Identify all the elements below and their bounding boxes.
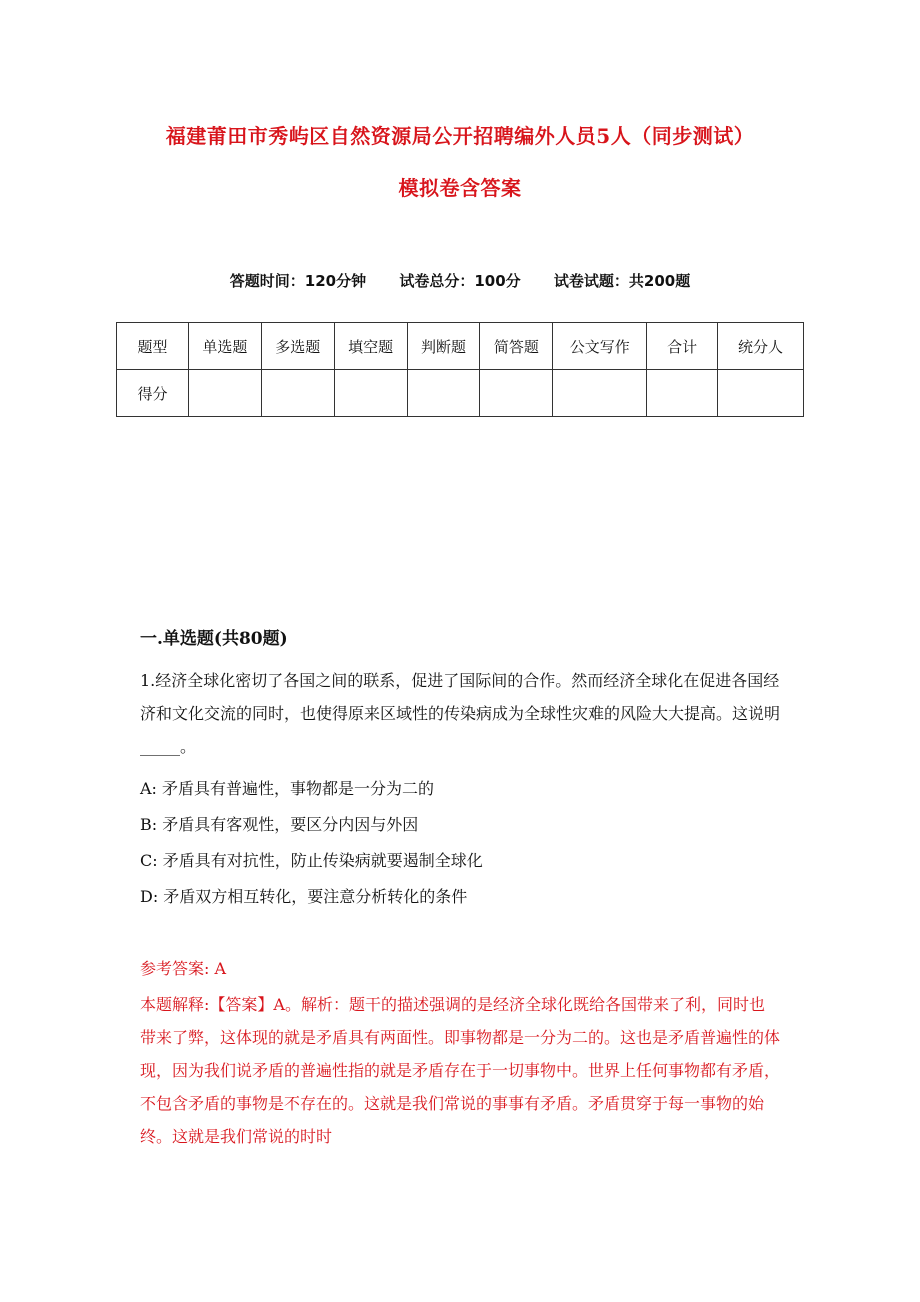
score-table-header: 题型 [117, 323, 189, 370]
score-row-label: 得分 [117, 370, 189, 417]
score-table-header-row [117, 323, 804, 370]
reference-answer: 参考答案: A [140, 959, 227, 978]
score-cell [480, 370, 553, 417]
score-table-header: 填空题 [334, 323, 407, 370]
option-d: D: 矛盾双方相互转化，要注意分析转化的条件 [140, 887, 468, 906]
exam-meta [0, 270, 920, 291]
score-table-header: 单选题 [188, 323, 261, 370]
exam-total-score: 试卷总分：100分 [399, 272, 521, 290]
score-cell [718, 370, 804, 417]
score-table-header: 统分人 [718, 323, 804, 370]
option-c: C: 矛盾具有对抗性，防止传染病就要遏制全球化 [140, 851, 483, 870]
score-table [116, 322, 804, 417]
document-title-line2: 模拟卷含答案 [398, 176, 522, 200]
score-cell [261, 370, 334, 417]
score-cell [188, 370, 261, 417]
score-table-row [117, 370, 804, 417]
question-stem: 1.经济全球化密切了各国之间的联系，促进了国际间的合作。然而经济全球化在促进各国经济和文化交流的同时，也使得原来区域性的传染病成为全球性灾难的风险大大提高。这说明_____。 [140, 671, 781, 756]
score-table-header: 合计 [647, 323, 718, 370]
exam-time: 答题时间：120分钟 [229, 272, 367, 290]
score-cell [553, 370, 647, 417]
document-title-line1: 福建莆田市秀屿区自然资源局公开招聘编外人员5人（同步测试） [165, 124, 755, 148]
score-cell [647, 370, 718, 417]
option-b: B: 矛盾具有客观性，要区分内因与外因 [140, 815, 419, 834]
score-cell [334, 370, 407, 417]
section-title: 一.单选题(共80题) [140, 629, 288, 649]
score-table-header: 简答题 [480, 323, 553, 370]
answer-explanation: 本题解释:【答案】A。解析：题干的描述强调的是经济全球化既给各国带来了利，同时也带来了弊，这体现的就是矛盾具有两面性。即事物都是一分为二的。这也是矛盾普遍性的体现，因为我们说矛盾的普遍性指的就是矛盾存在于一切事物中。世界上任何事物都有矛盾，不包含矛盾的事物是不存在的。这就是我们常说的事事有矛盾。矛盾贯穿于每一事物的始终。这就是我们常说的时时 [140, 995, 781, 1146]
score-cell [407, 370, 480, 417]
score-table-header: 多选题 [261, 323, 334, 370]
score-table-header: 公文写作 [553, 323, 647, 370]
exam-question-count: 试卷试题：共200题 [553, 272, 691, 290]
score-table-header: 判断题 [407, 323, 480, 370]
option-a: A: 矛盾具有普遍性，事物都是一分为二的 [140, 779, 435, 798]
